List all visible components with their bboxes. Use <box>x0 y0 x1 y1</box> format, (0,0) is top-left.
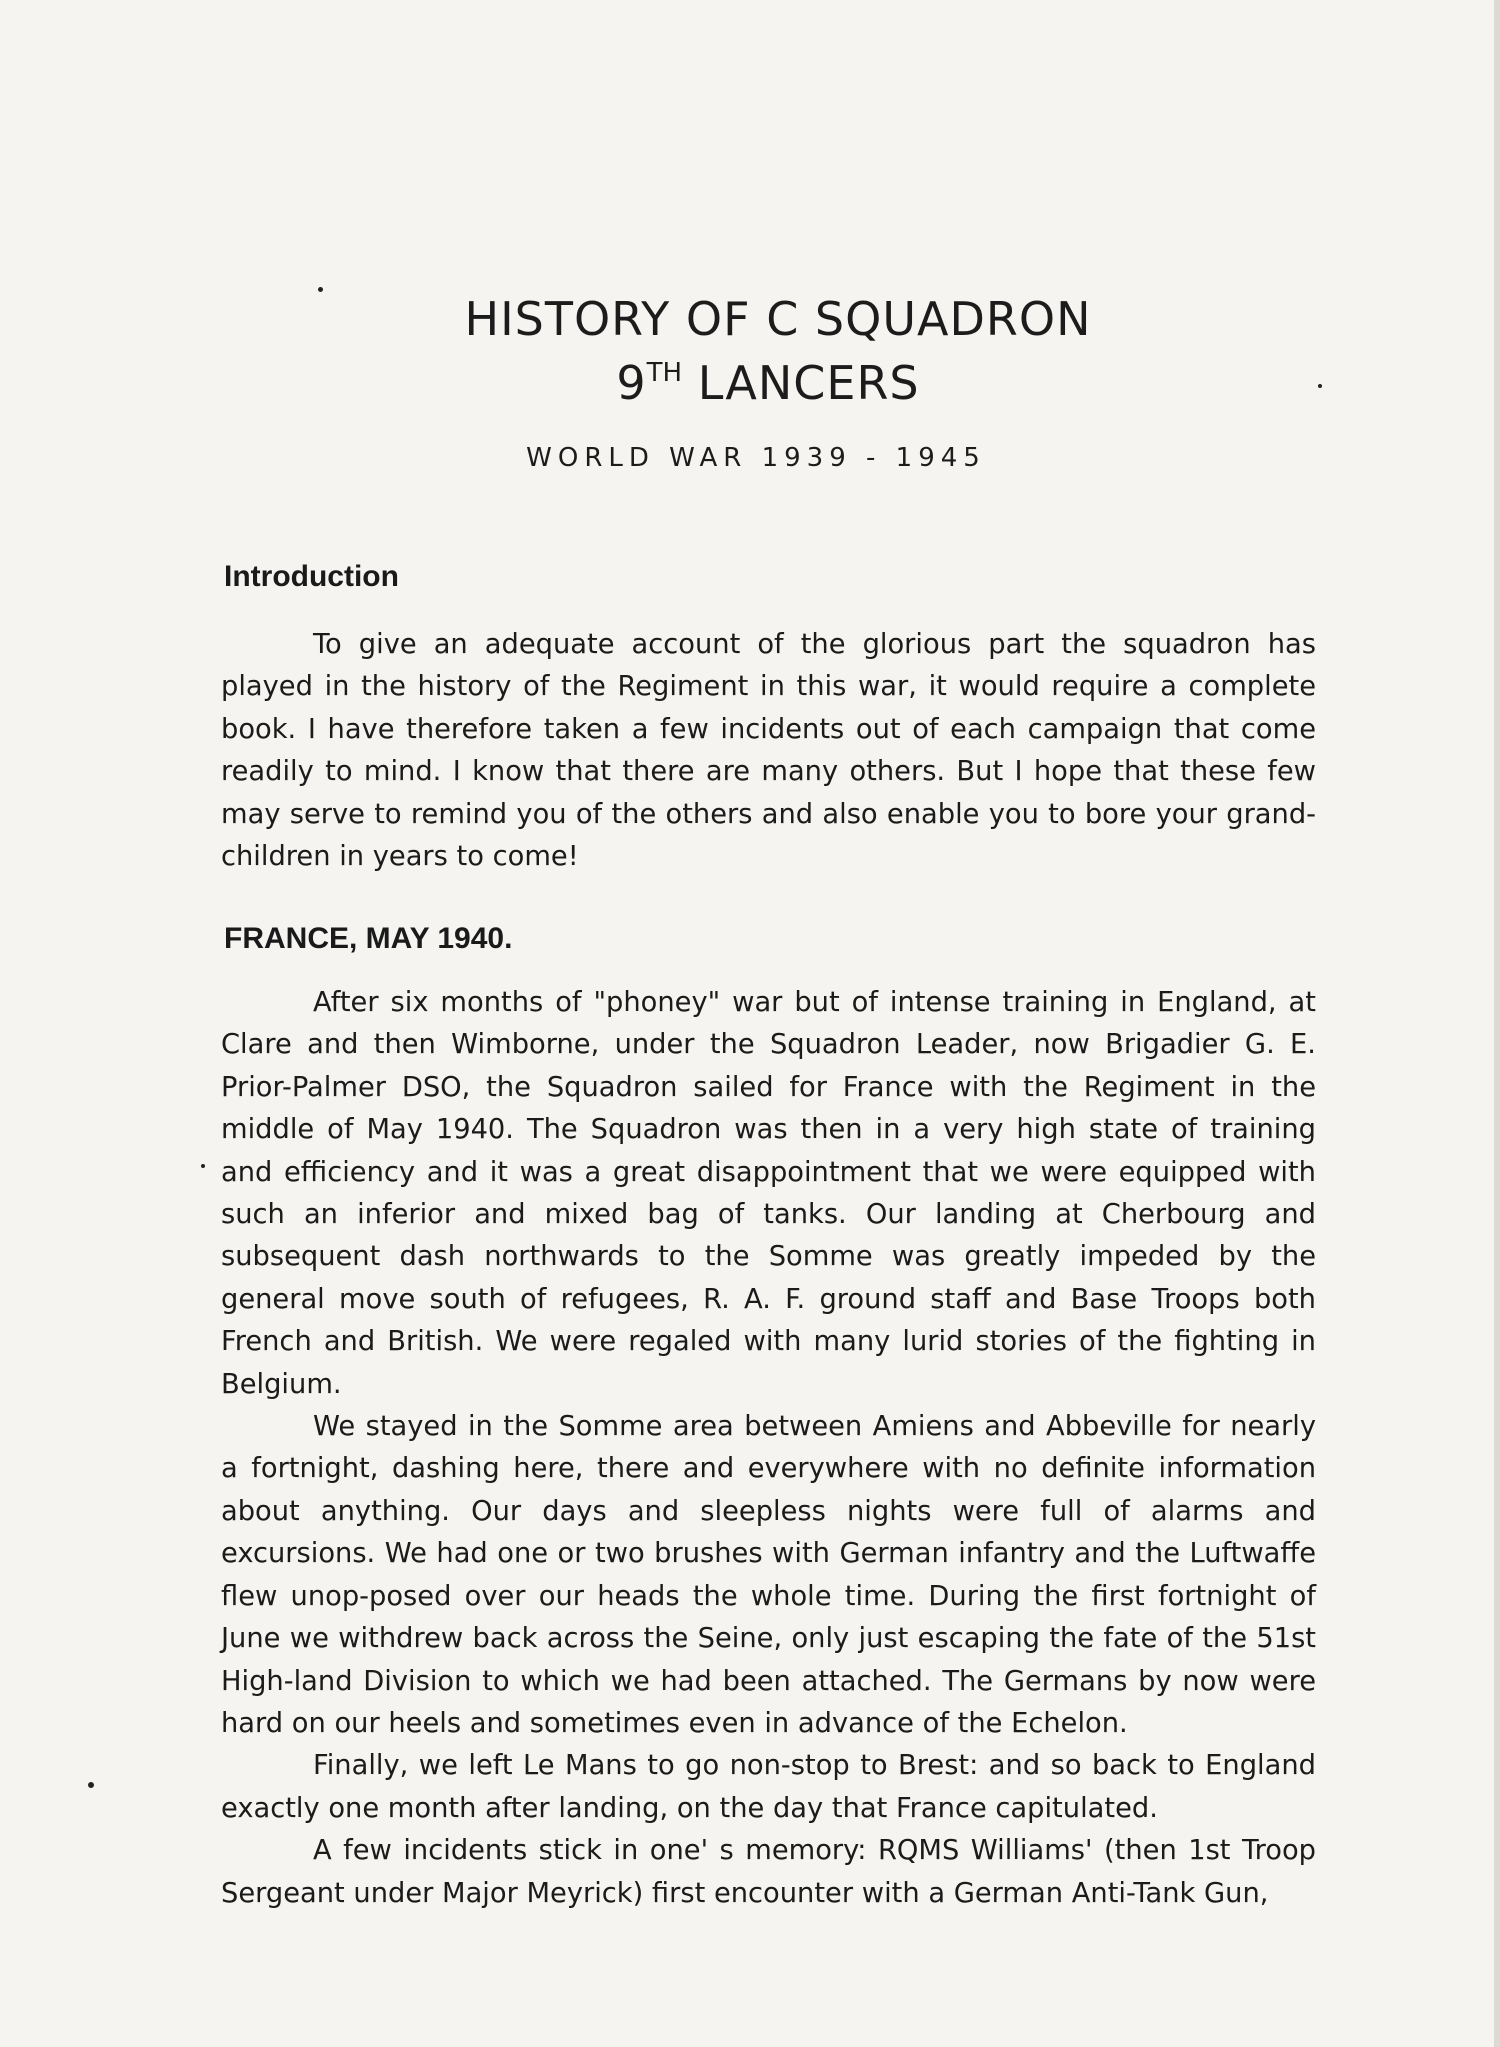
section-body-introduction <box>221 624 1316 878</box>
paragraph: After six months of "phoney" war but of intense training in England, at Clare and then Wimborne, under the Squadron Leader, now Brigadier G. E. Prior-Palmer DSO, the Squadron sailed for France with the Regiment in the middle of May 1940. The Squadron was then in a very high state of training and efficiency and it was a great disappointment that we were equipped with such an inferior and mixed bag of tanks. Our landing at Cherbourg and subsequent dash northwards to the Somme was greatly impeded by the general move south of refugees, R. A. F. ground staff and Base Troops both French and British. We were regaled with many lurid stories of the fighting in Belgium. <box>221 987 1316 1400</box>
section-heading-france: FRANCE, MAY 1940. <box>224 922 513 955</box>
ink-speck <box>88 1782 94 1788</box>
document-subtitle <box>18 356 1500 410</box>
regiment-number: 9 <box>616 356 647 410</box>
document-title: HISTORY OF C SQUADRON <box>464 292 1092 346</box>
section-heading-introduction: Introduction <box>224 560 399 593</box>
ink-speck <box>1318 384 1322 388</box>
section-body-france <box>221 982 1316 1915</box>
document-period: WORLD WAR 1939 - 1945 <box>526 443 986 473</box>
regiment-name: LANCERS <box>682 356 920 410</box>
paragraph: A few incidents stick in one' s memory: RQMS Williams' (then 1st Troop Sergeant under Major Meyrick) first encounter with a German Anti-Tank Gun, <box>221 1835 1316 1909</box>
paragraph: To give an adequate account of the glorious part the squadron has played in the history of the Regiment in this war, it would require a complete book. I have therefore taken a few incidents out of each campaign that come readily to mind. I know that there are many others. But I hope that these few may serve to remind you of the others and also enable you to bore your grand-children in years to come! <box>221 629 1316 873</box>
ink-speck <box>201 1164 205 1168</box>
ink-speck <box>318 287 323 292</box>
paragraph: Finally, we left Le Mans to go non-stop to Brest: and so back to England exactly one month after landing, on the day that France capitulated. <box>221 1750 1316 1824</box>
ordinal-suffix: TH <box>646 358 683 388</box>
paragraph: We stayed in the Somme area between Amiens and Abbeville for nearly a fortnight, dashing here, there and everywhere with no definite information about anything. Our days and sleepless nights were full of alarms and excursions. We had one or two brushes with German infantry and the Luftwaffe flew unop-posed over our heads the whole time. During the first fortnight of June we withdrew back across the Seine, only just escaping the fate of the 51st High-land Division to which we had been attached. The Germans by now were hard on our heels and sometimes even in advance of the Echelon. <box>221 1411 1316 1739</box>
